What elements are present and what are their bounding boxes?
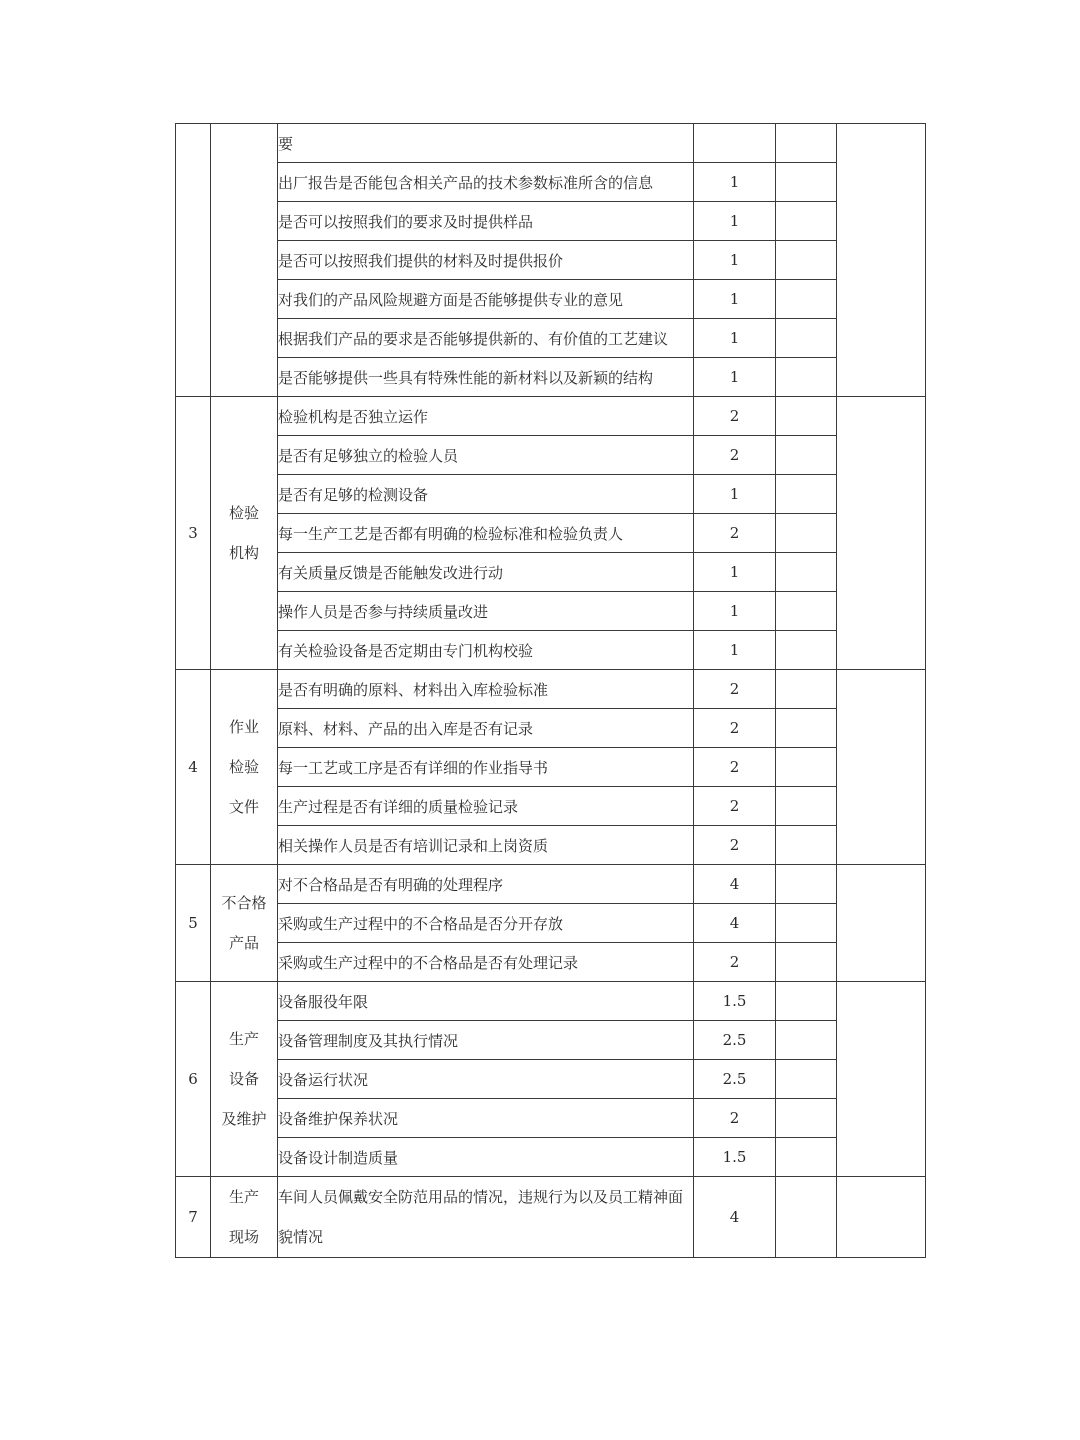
empty-cell	[776, 514, 837, 553]
empty-cell	[776, 982, 837, 1021]
empty-cell	[776, 358, 837, 397]
group-number: 5	[176, 865, 211, 982]
item-text: 检验机构是否独立运作	[278, 397, 694, 436]
table-row	[176, 1099, 926, 1138]
group-number: 4	[176, 670, 211, 865]
empty-cell	[776, 241, 837, 280]
item-text: 是否可以按照我们的要求及时提供样品	[278, 202, 694, 241]
empty-cell	[776, 397, 837, 436]
empty-cell	[776, 787, 837, 826]
empty-cell	[776, 670, 837, 709]
table-row	[176, 553, 926, 592]
empty-cell	[776, 1138, 837, 1177]
item-score: 1	[694, 475, 776, 514]
empty-cell	[776, 943, 837, 982]
item-score: 1	[694, 241, 776, 280]
group-name: 不合格 产品	[211, 865, 278, 982]
remarks-cell	[837, 865, 926, 982]
item-text: 设备管理制度及其执行情况	[278, 1021, 694, 1060]
group-name: 生产 设备 及维护	[211, 982, 278, 1177]
evaluation-table	[175, 123, 926, 1258]
item-score: 1.5	[694, 982, 776, 1021]
remarks-cell	[837, 982, 926, 1177]
item-score: 2	[694, 1099, 776, 1138]
item-score: 2	[694, 670, 776, 709]
item-score: 2.5	[694, 1021, 776, 1060]
item-score: 1	[694, 319, 776, 358]
item-score: 2	[694, 709, 776, 748]
table-row	[176, 514, 926, 553]
item-score: 1	[694, 631, 776, 670]
table-row	[176, 1021, 926, 1060]
item-score: 2	[694, 943, 776, 982]
table-row	[176, 319, 926, 358]
table-row	[176, 670, 926, 709]
group-name: 检验 机构	[211, 397, 278, 670]
item-text: 每一工艺或工序是否有详细的作业指导书	[278, 748, 694, 787]
table-row	[176, 280, 926, 319]
empty-cell	[776, 319, 837, 358]
item-text: 根据我们产品的要求是否能够提供新的、有价值的工艺建议	[278, 319, 694, 358]
table-row	[176, 124, 926, 163]
item-score: 2	[694, 748, 776, 787]
item-text: 有关检验设备是否定期由专门机构校验	[278, 631, 694, 670]
item-text: 设备维护保养状况	[278, 1099, 694, 1138]
item-text: 要	[278, 124, 694, 163]
group-number: 6	[176, 982, 211, 1177]
empty-cell	[776, 826, 837, 865]
empty-cell	[776, 1177, 837, 1258]
item-score	[694, 124, 776, 163]
empty-cell	[776, 748, 837, 787]
item-score: 1	[694, 163, 776, 202]
item-text: 出厂报告是否能包含相关产品的技术参数标准所含的信息	[278, 163, 694, 202]
item-text: 对不合格品是否有明确的处理程序	[278, 865, 694, 904]
table-row	[176, 982, 926, 1021]
item-text: 是否有足够的检测设备	[278, 475, 694, 514]
group-number	[176, 124, 211, 397]
item-text: 每一生产工艺是否都有明确的检验标准和检验负责人	[278, 514, 694, 553]
item-text: 操作人员是否参与持续质量改进	[278, 592, 694, 631]
item-text: 是否能够提供一些具有特殊性能的新材料以及新颖的结构	[278, 358, 694, 397]
item-score: 1	[694, 553, 776, 592]
item-score: 1	[694, 280, 776, 319]
empty-cell	[776, 202, 837, 241]
group-name: 生产 现场	[211, 1177, 278, 1258]
item-text: 原料、材料、产品的出入库是否有记录	[278, 709, 694, 748]
item-score: 4	[694, 865, 776, 904]
empty-cell	[776, 904, 837, 943]
item-text: 对我们的产品风险规避方面是否能够提供专业的意见	[278, 280, 694, 319]
table-row	[176, 202, 926, 241]
item-score: 2.5	[694, 1060, 776, 1099]
table-row	[176, 475, 926, 514]
empty-cell	[776, 124, 837, 163]
table-row	[176, 1060, 926, 1099]
table-row	[176, 436, 926, 475]
remarks-cell	[837, 670, 926, 865]
item-score: 2	[694, 397, 776, 436]
table-row	[176, 865, 926, 904]
table-row	[176, 592, 926, 631]
item-text: 设备运行状况	[278, 1060, 694, 1099]
item-text: 生产过程是否有详细的质量检验记录	[278, 787, 694, 826]
empty-cell	[776, 436, 837, 475]
item-score: 1.5	[694, 1138, 776, 1177]
empty-cell	[776, 631, 837, 670]
item-score: 2	[694, 787, 776, 826]
empty-cell	[776, 592, 837, 631]
item-text: 有关质量反馈是否能触发改进行动	[278, 553, 694, 592]
remarks-cell	[837, 397, 926, 670]
table-row	[176, 787, 926, 826]
table-row	[176, 709, 926, 748]
item-score: 1	[694, 358, 776, 397]
empty-cell	[776, 865, 837, 904]
group-number: 7	[176, 1177, 211, 1258]
item-score: 2	[694, 436, 776, 475]
table-row	[176, 163, 926, 202]
table-row	[176, 631, 926, 670]
empty-cell	[776, 709, 837, 748]
item-score: 4	[694, 904, 776, 943]
item-text: 采购或生产过程中的不合格品是否分开存放	[278, 904, 694, 943]
group-name	[211, 124, 278, 397]
group-number: 3	[176, 397, 211, 670]
item-score: 2	[694, 826, 776, 865]
table-row	[176, 904, 926, 943]
table-row	[176, 397, 926, 436]
empty-cell	[776, 475, 837, 514]
table-row	[176, 826, 926, 865]
table-row	[176, 1138, 926, 1177]
empty-cell	[776, 1021, 837, 1060]
item-score: 4	[694, 1177, 776, 1258]
table-row	[176, 748, 926, 787]
item-text: 设备设计制造质量	[278, 1138, 694, 1177]
item-text: 是否有明确的原料、材料出入库检验标准	[278, 670, 694, 709]
empty-cell	[776, 1060, 837, 1099]
table-row	[176, 358, 926, 397]
remarks-cell	[837, 1177, 926, 1258]
item-text: 设备服役年限	[278, 982, 694, 1021]
item-text: 采购或生产过程中的不合格品是否有处理记录	[278, 943, 694, 982]
empty-cell	[776, 1099, 837, 1138]
item-score: 2	[694, 514, 776, 553]
item-score: 1	[694, 592, 776, 631]
table-row	[176, 241, 926, 280]
group-name: 作业 检验 文件	[211, 670, 278, 865]
empty-cell	[776, 163, 837, 202]
item-text: 是否可以按照我们提供的材料及时提供报价	[278, 241, 694, 280]
item-score: 1	[694, 202, 776, 241]
item-text: 车间人员佩戴安全防范用品的情况，违规行为以及员工精神面貌情况	[278, 1177, 694, 1258]
table-row	[176, 943, 926, 982]
item-text: 是否有足够独立的检验人员	[278, 436, 694, 475]
item-text: 相关操作人员是否有培训记录和上岗资质	[278, 826, 694, 865]
remarks-cell	[837, 124, 926, 397]
empty-cell	[776, 553, 837, 592]
table-row	[176, 1177, 926, 1258]
empty-cell	[776, 280, 837, 319]
